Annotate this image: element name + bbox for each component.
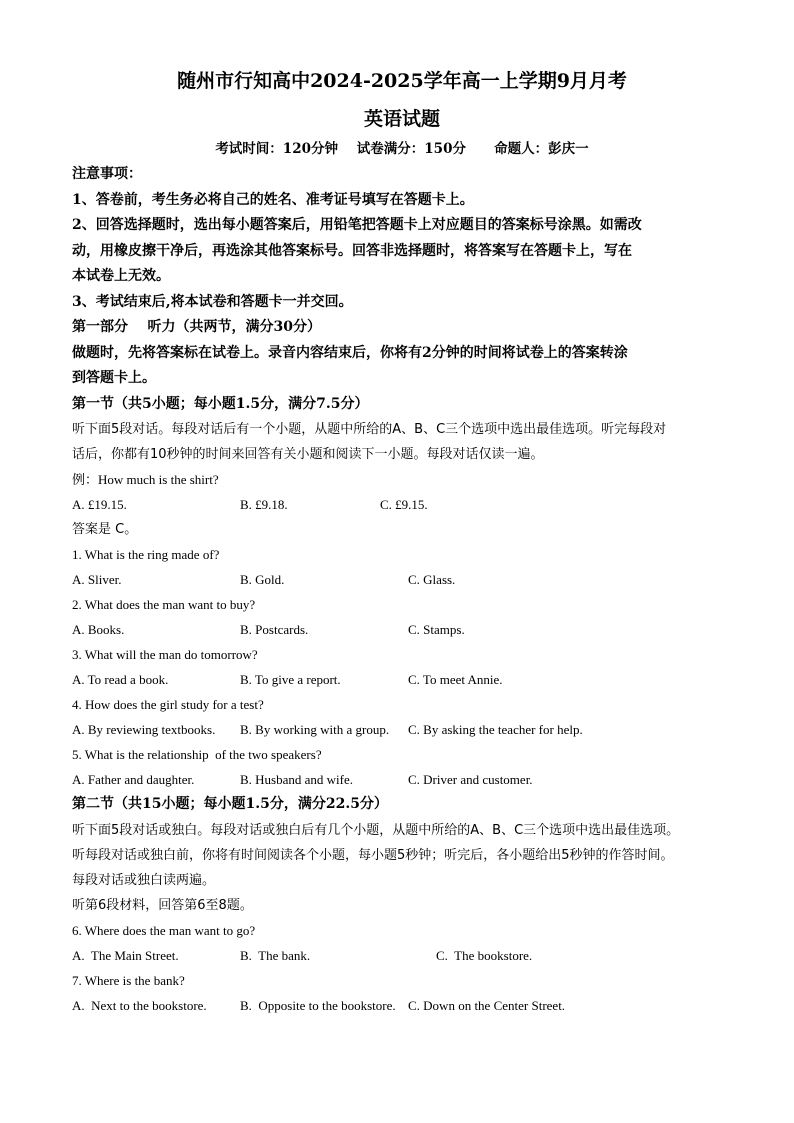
- option-b: B. Husband and wife.: [240, 772, 354, 787]
- question-4-options: [72, 717, 732, 742]
- option-c: C. Glass.: [408, 572, 456, 587]
- option-c: C. By asking the teacher for help.: [408, 722, 583, 737]
- notice-item: 动，用橡皮擦干净后，再选涂其他答案标号。回答非选择题时，将答案写在答题卡上，写在: [72, 242, 632, 259]
- example-answer: 答案是 C。: [72, 522, 138, 537]
- notice-item: 1、答卷前，考生务必将自己的姓名、准考证号填写在答题卡上。: [72, 191, 474, 208]
- option-b: B. By working with a group.: [240, 722, 390, 737]
- example-options: [72, 492, 732, 517]
- exam-title: 随州市行知高中2024-2025学年高一上学期9月月考: [177, 70, 627, 92]
- section2-instruction: 每段对话或独白读两遍。: [72, 872, 216, 888]
- option-a: A. Father and daughter.: [72, 772, 195, 787]
- question-5-options: [72, 767, 732, 792]
- section2-heading: 第二节（共15小题；每小题1.5分，满分22.5分）: [72, 796, 388, 812]
- option-a: A. The Main Street.: [72, 947, 179, 963]
- notice-heading: 注意事项：: [72, 166, 142, 182]
- option-c: C. £9.15.: [380, 497, 428, 512]
- question-7-options: [72, 993, 732, 1018]
- option-a: A. Next to the bookstore.: [72, 997, 207, 1013]
- option-b: B. Postcards.: [240, 622, 309, 637]
- section2-instruction: 听每段对话或独白前，你将有时间阅读各个小题，每小题5秒钟；听完后，各小题给出5秒钟的作答时间。: [72, 847, 674, 863]
- option-b: B. £9.18.: [240, 497, 288, 512]
- option-a: A. Sliver.: [72, 572, 122, 587]
- option-a: A. £19.15.: [72, 497, 127, 512]
- question-1-options: [72, 567, 732, 592]
- option-c: C. Stamps.: [408, 622, 465, 637]
- example-question: 例：How much is the shirt?: [72, 472, 219, 487]
- question-1: 1. What is the ring made of?: [72, 547, 220, 562]
- notice-item: 2、回答选择题时，选出每小题答案后，用铅笔把答题卡上对应题目的答案标号涂黑。如需改: [72, 217, 642, 233]
- option-a: A. Books.: [72, 622, 125, 637]
- question-5: 5. What is the relationship of the two speakers?: [72, 747, 322, 762]
- notice-item: 本试卷上无效。: [72, 268, 170, 284]
- section1-instruction: 话后，你都有10秒钟的时间来回答有关小题和阅读下一小题。每段对话仅读一遍。: [72, 447, 544, 462]
- exam-subtitle: 英语试题: [363, 108, 440, 130]
- option-a: A. To read a book.: [72, 672, 169, 687]
- notice-item: 3、考试结束后,将本试卷和答题卡一并交回。: [72, 293, 353, 310]
- exam-page: [72, 66, 732, 1018]
- part1-instruction: 到答题卡上。: [72, 370, 156, 386]
- question-2: 2. What does the man want to buy?: [72, 597, 256, 612]
- question-3-options: [72, 667, 732, 692]
- option-b: B. The bank.: [240, 947, 311, 963]
- part1-heading: 第一部分 听力（共两节，满分30分）: [72, 319, 321, 335]
- section2-material: 听第6段材料，回答第6至8题。: [72, 897, 253, 913]
- option-b: B. Gold.: [240, 572, 285, 587]
- section1-heading: 第一节（共5小题；每小题1.5分，满分7.5分）: [72, 395, 369, 412]
- question-3: 3. What will the man do tomorrow?: [72, 647, 258, 662]
- question-2-options: [72, 617, 732, 642]
- option-b: B. To give a report.: [240, 672, 341, 687]
- option-c: C. Down on the Center Street.: [408, 997, 566, 1013]
- question-6: 6. Where does the man want to go?: [72, 922, 256, 938]
- exam-meta: 考试时间：120分钟 试卷满分：150分 命题人：彭庆一: [215, 141, 589, 157]
- question-4: 4. How does the girl study for a test?: [72, 697, 264, 712]
- section1-instruction: 听下面5段对话。每段对话后有一个小题，从题中所给的A、B、C三个选项中选出最佳选项。听完每段对: [72, 422, 667, 437]
- part1-instruction: 做题时，先将答案标在试卷上。录音内容结束后，你将有2分钟的时间将试卷上的答案转涂: [72, 344, 628, 361]
- option-c: C. To meet Annie.: [408, 672, 503, 687]
- question-7: 7. Where is the bank?: [72, 972, 185, 988]
- option-c: C. The bookstore.: [436, 947, 533, 963]
- option-a: A. By reviewing textbooks.: [72, 722, 216, 737]
- option-b: B. Opposite to the bookstore.: [240, 997, 396, 1013]
- section2-instruction: 听下面5段对话或独白。每段对话或独白后有几个小题，从题中所给的A、B、C三个选项中选出最佳选项。: [72, 822, 680, 838]
- option-c: C. Driver and customer.: [408, 772, 533, 787]
- question-6-options: [72, 943, 732, 968]
